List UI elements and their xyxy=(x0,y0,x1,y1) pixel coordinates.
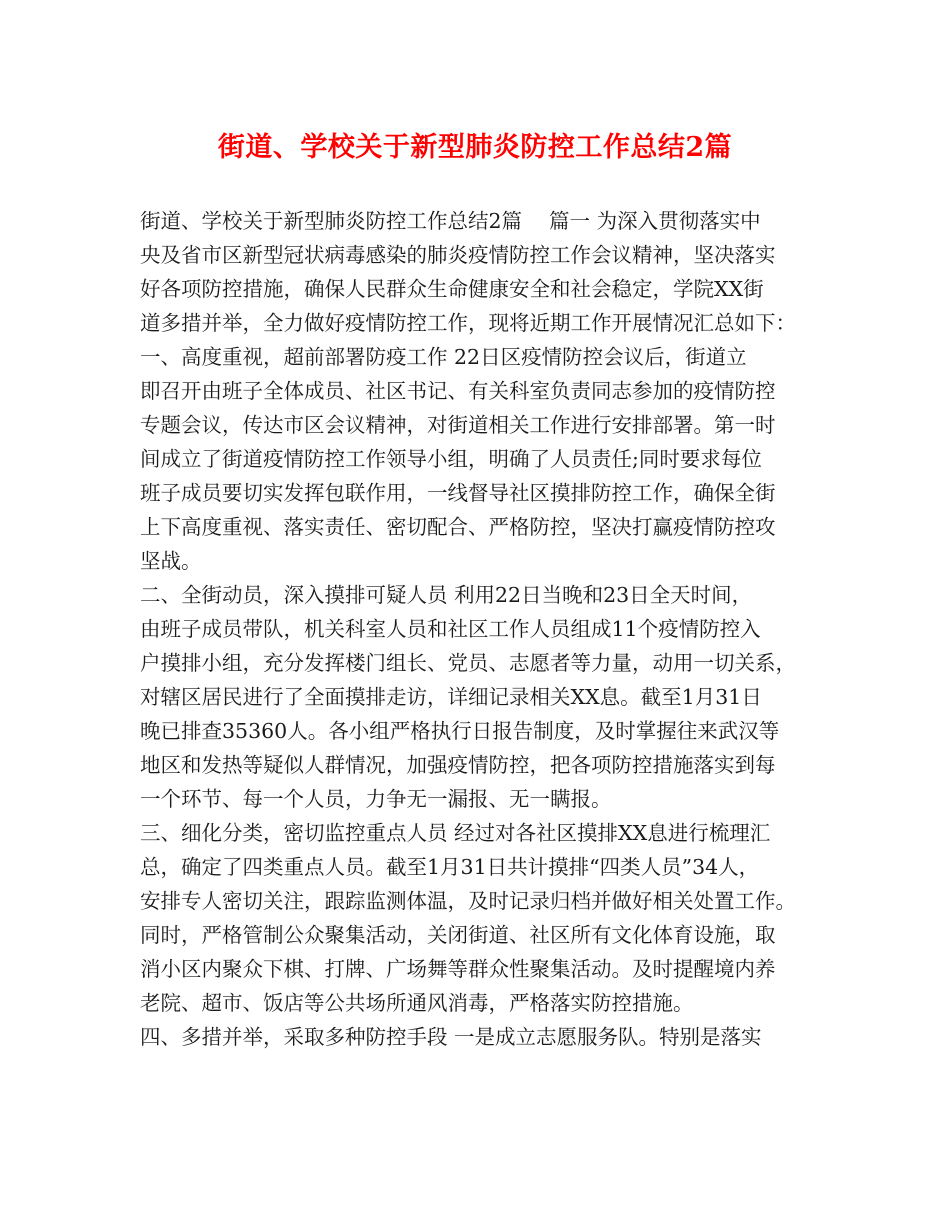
text-line: 总，确定了四类重点人员。截至1月31日共计摸排“四类人员”34人， xyxy=(140,855,760,879)
text-line: 道多措并举，全力做好疫情防控工作，现将近期工作开展情况汇总如下： xyxy=(140,311,796,335)
text-line: 坚战。 xyxy=(140,549,202,573)
text-line: 街道、学校关于新型肺炎防控工作总结2篇 篇一 为深入贯彻落实中 xyxy=(140,209,761,233)
text-line: 上下高度重视、落实责任、密切配合、严格防控，坚决打赢疫情防控攻 xyxy=(140,515,776,539)
text-line: 户摸排小组，充分发挥楼门组长、党员、志愿者等力量，动用一切关系， xyxy=(140,651,796,675)
text-line: 一个环节、每一个人员，力争无一漏报、无一瞒报。 xyxy=(140,787,612,811)
text-line: 晚已排查35360人。各小组严格执行日报告制度，及时掌握往来武汉等 xyxy=(140,719,780,743)
text-line: 地区和发热等疑似人群情况，加强疫情防控，把各项防控措施落实到每 xyxy=(140,753,776,777)
text-line: 四、多措并举，采取多种防控手段 一是成立志愿服务队。特别是落实 xyxy=(140,1025,762,1049)
text-line: 由班子成员带队，机关科室人员和社区工作人员组成11个疫情防控入 xyxy=(140,617,761,641)
text-line: 对辖区居民进行了全面摸排走访，详细记录相关XX息。截至1月31日 xyxy=(140,685,762,709)
text-line: 三、细化分类，密切监控重点人员 经过对各社区摸排XX息进行梳理汇 xyxy=(140,821,771,845)
text-line: 消小区内聚众下棋、打牌、广场舞等群众性聚集活动。及时提醒境内养 xyxy=(140,957,776,981)
text-line: 一、高度重视，超前部署防疫工作 22日区疫情防控会议后，街道立 xyxy=(140,345,747,369)
text-line: 好各项防控措施，确保人民群众生命健康安全和社会稳定，学院XX街 xyxy=(140,277,764,301)
text-line: 二、全街动员，深入摸排可疑人员 利用22日当晚和23日全天时间， xyxy=(140,583,753,607)
text-line: 间成立了街道疫情防控工作领导小组，明确了人员责任;同时要求每位 xyxy=(140,447,762,471)
text-line: 专题会议，传达市区会议精神，对街道相关工作进行安排部署。第一时 xyxy=(140,413,776,437)
text-line: 班子成员要切实发挥包联作用，一线督导社区摸排防控工作，确保全街 xyxy=(140,481,776,505)
text-line: 同时，严格管制公众聚集活动，关闭街道、社区所有文化体育设施，取 xyxy=(140,923,776,947)
document-title: 街道、学校关于新型肺炎防控工作总结2篇 xyxy=(217,132,733,163)
document-body xyxy=(140,204,830,1054)
text-line: 即召开由班子全体成员、社区书记、有关科室负责同志参加的疫情防控 xyxy=(140,379,776,403)
text-line: 安排专人密切关注，跟踪监测体温，及时记录归档并做好相关处置工作。 xyxy=(140,889,796,913)
text-line: 央及省市区新型冠状病毒感染的肺炎疫情防控工作会议精神，坚决落实 xyxy=(140,243,776,267)
text-line: 老院、超市、饭店等公共场所通风消毒，严格落实防控措施。 xyxy=(140,991,694,1015)
